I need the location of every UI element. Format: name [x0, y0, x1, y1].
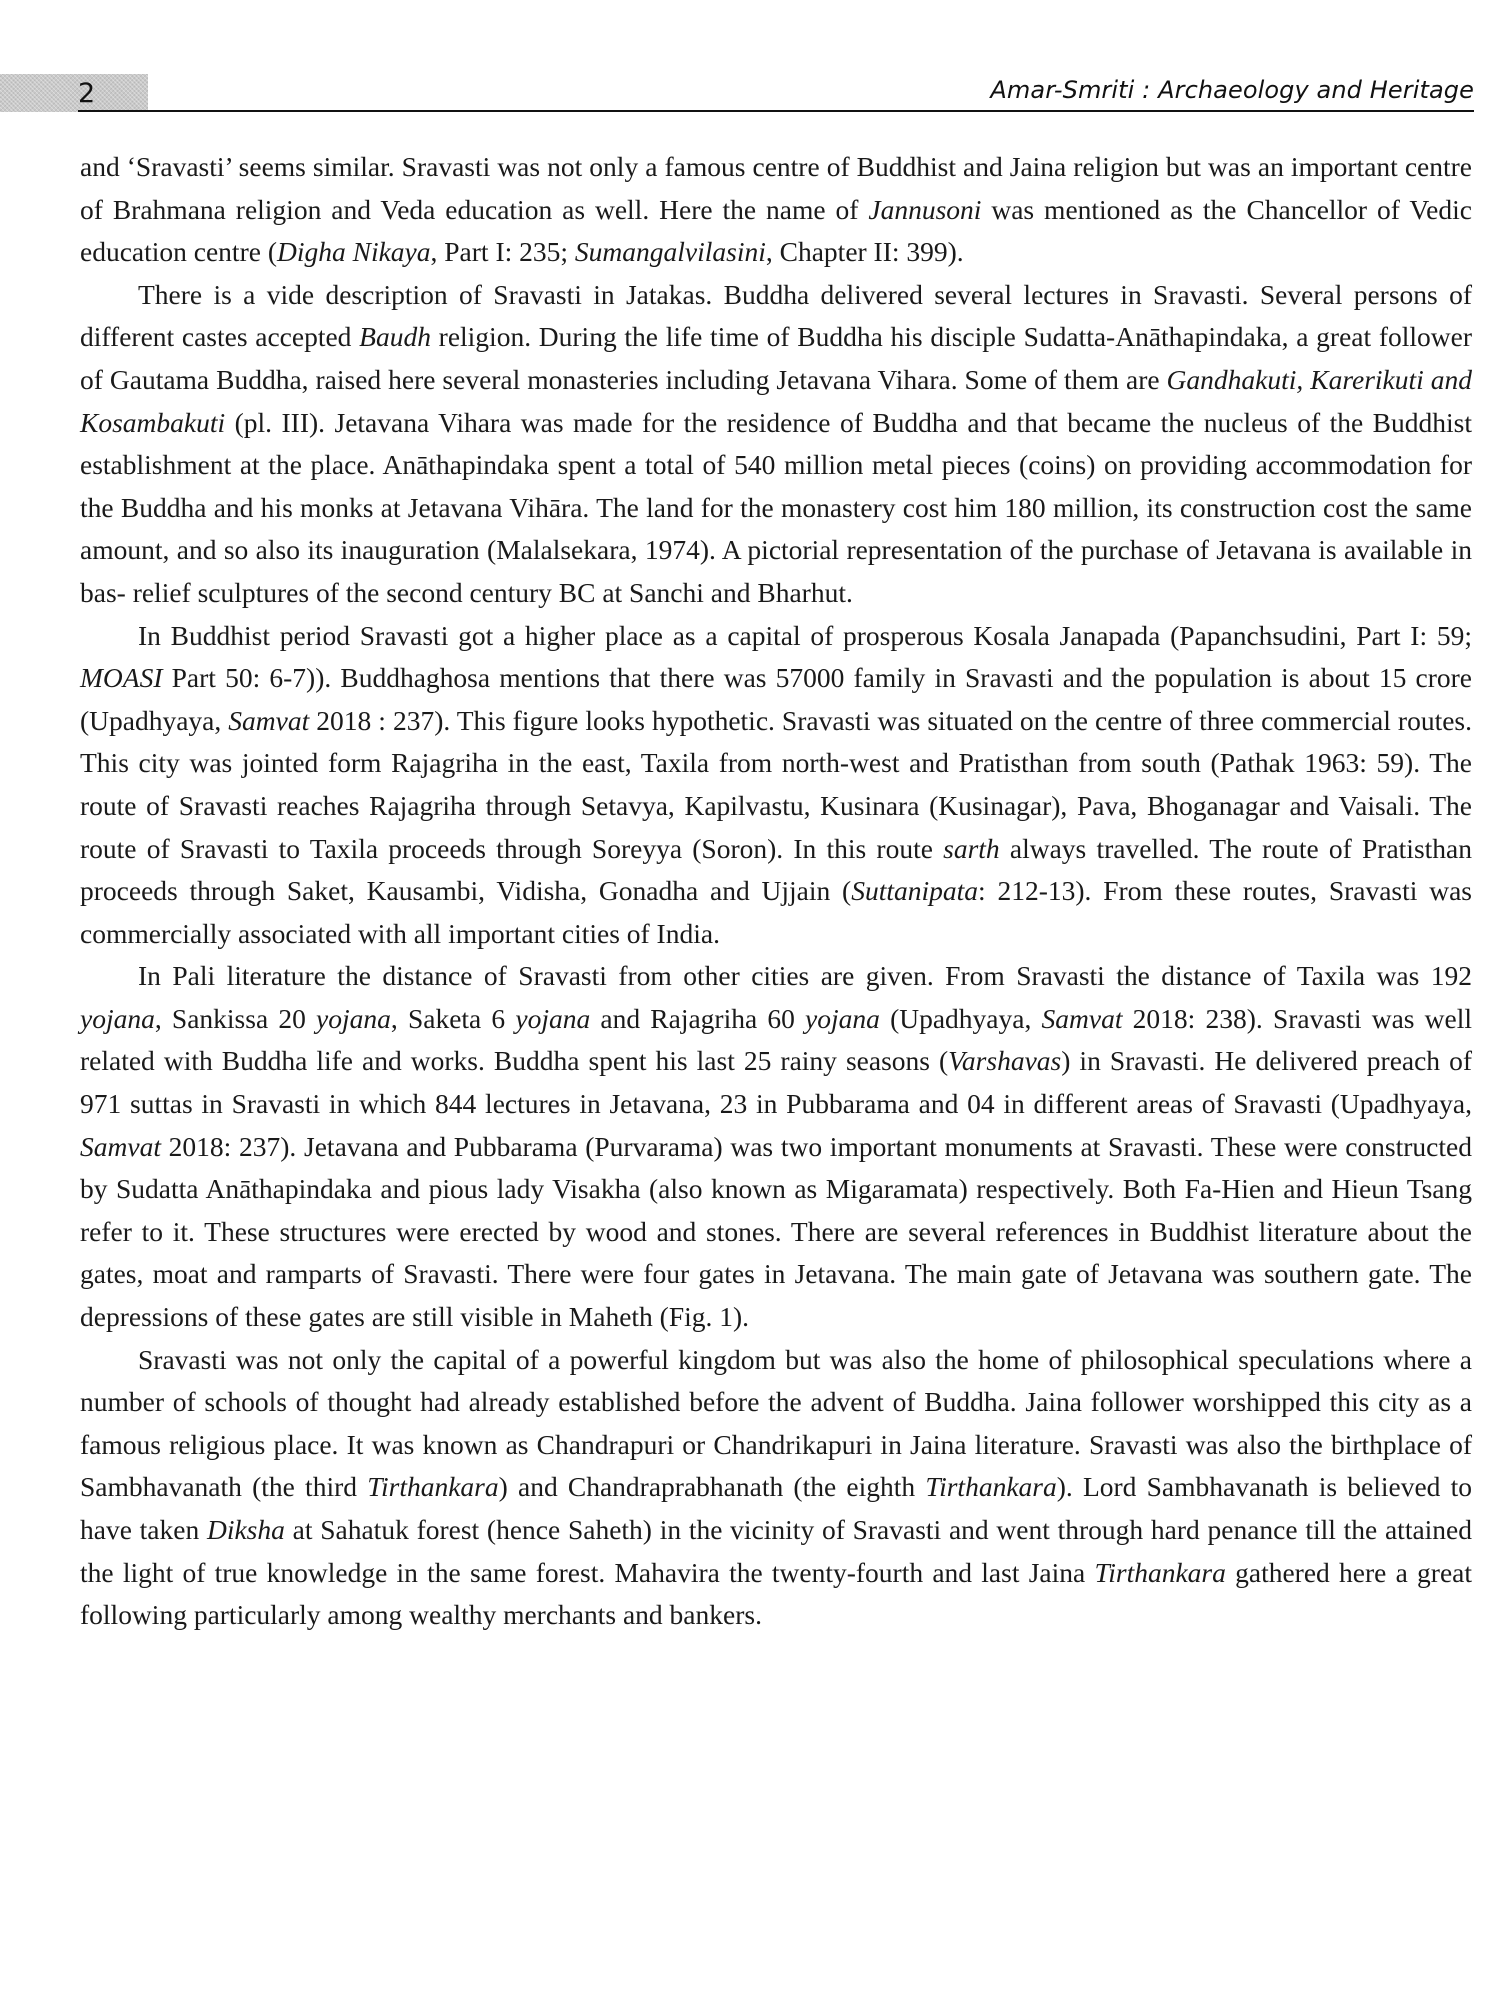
italic-term: Gandhakuti, Karerikuti and Kosambakuti: [80, 363, 1472, 438]
text-run: ). Lord Sambhavanath is believed to have taken: [80, 1471, 1472, 1545]
italic-term: MOASI: [80, 662, 163, 694]
text-run: ) in Sravasti. He delivered preach of 971 suttas in Sravasti in which 844 lectures in Jetavana, 23 in Pubbarama and 04 in different areas of Sravasti (Upadhyaya,: [80, 1045, 1473, 1120]
text-run: at Sahatuk forest (hence Saheth) in the vicinity of Sravasti and went through hard penance till the attained the light of true knowledge in the same forest. Mahavira the twenty-fourth and last Jaina: [80, 1514, 1473, 1588]
italic-term: yojana: [316, 1002, 391, 1034]
italic-term: Samvat: [80, 1130, 161, 1162]
header-divider: [78, 110, 1474, 112]
text-run: always travelled. The route of Pratisthan proceeds through Saket, Kausambi, Vidisha, Gonadha and Ujjain (: [80, 832, 1472, 907]
italic-term: sarth: [943, 832, 1000, 864]
text-run: (pl. III). Jetavana Vihara was made for the residence of Buddha and that became the nucleus of the Buddhist establishment at the place. Anāthapindaka spent a total of 540 million metal pieces (coins) on providing accommodation for the Buddha and his monks at Jetavana Vihāra. The land for the monastery cost him 180 million, its construction cost the same amount, and so also its inauguration (Malalsekara, 1974). A pictorial representation of the purchase of Jetavana is available in bas- relief sculptures of the second century BC at Sanchi and Bharhut.: [80, 406, 1472, 608]
italic-term: yojana: [80, 1002, 155, 1034]
paragraph: [80, 1339, 1472, 1637]
text-run: and ‘Sravasti’ seems similar. Sravasti was not only a famous centre of Buddhist and Jaina religion but was an important centre of Brahmana religion and Veda education as well. Here the name of: [80, 151, 1472, 225]
italic-term: Samvat: [1041, 1002, 1123, 1034]
text-run: ) and Chandraprabhanath (the eighth: [498, 1471, 926, 1503]
running-header: [0, 72, 1500, 114]
text-run: was mentioned as the Chancellor of Vedic education centre (: [80, 193, 1472, 268]
italic-term: Digha Nikaya: [276, 236, 431, 268]
text-run: (Upadhyaya,: [879, 1002, 1042, 1034]
running-title: Amar-Smriti : Archaeology and Heritage: [990, 76, 1474, 104]
text-run: There is a vide description of Sravasti in Jatakas. Buddha delivered several lectures in Sravasti. Several persons of different castes accepted: [80, 278, 1472, 353]
text-run: 2018: 238). Sravasti was well related with Buddha life and works. Buddha spent his last 25 rainy seasons (: [80, 1002, 1473, 1077]
italic-term: Jannusoni: [868, 193, 982, 225]
text-run: 2018 : 237). This figure looks hypothetic. Sravasti was situated on the centre of three commercial routes. This city was jointed form Rajagriha in the east, Taxila from north-west and Pratisthan from south (Pathak 1963: 59). The route of Sravasti reaches Rajagriha through Setavya, Kapilvastu, Kusinara (Kusinagar), Pava, Bhoganagar and Vaisali. The route of Sravasti to Taxila proceeds through Soreyya (Soron). In this route: [80, 704, 1472, 864]
text-run: : 212-13). From these routes, Sravasti was commercially associated with all important cities of India.: [80, 875, 1472, 949]
body-text: [80, 146, 1472, 1637]
text-run: 2018: 237). Jetavana and Pubbarama (Purvarama) was two important monuments at Sravasti. These were constructed by Sudatta Anāthapindaka and pious lady Visakha (also known as Migaramata) respectively. Both Fa-Hien and Hieun Tsang refer to it. These structures were erected by wood and stones. There are several references in Buddhist literature about the gates, moat and ramparts of Sravasti. There were four gates in Jetavana. The main gate of Jetavana was southern gate. The depressions of these gates are still visible in Maheth (Fig. 1).: [80, 1130, 1472, 1333]
text-run: In Pali literature the distance of Sravasti from other cities are given. From Sravasti the distance of Taxila was 192: [138, 960, 1472, 992]
paragraph: [80, 274, 1472, 615]
italic-term: Tirthankara: [1094, 1556, 1226, 1588]
italic-term: Tirthankara: [925, 1471, 1057, 1503]
text-run: religion. During the life time of Buddha his disciple Sudatta-Anāthapindaka, a great follower of Gautama Buddha, raised here several monasteries including Jetavana Vihara. Some of them are: [80, 321, 1473, 395]
paragraph: [80, 955, 1472, 1338]
italic-term: Varshavas: [948, 1045, 1062, 1077]
text-run: , Part I: 235;: [430, 236, 575, 268]
text-run: , Sankissa 20: [154, 1002, 317, 1034]
italic-term: yojana: [805, 1002, 880, 1034]
text-run: Part 50: 6-7)). Buddhaghosa mentions that there was 57000 family in Sravasti and the population is about 15 crore (Upadhyaya,: [80, 662, 1472, 736]
page-number: 2: [78, 78, 96, 109]
italic-term: Sumangalvilasini: [574, 236, 766, 268]
text-run: , Saketa 6: [390, 1002, 516, 1034]
italic-term: Baudh: [359, 321, 431, 353]
text-run: In Buddhist period Sravasti got a higher place as a capital of prosperous Kosala Janapada (Papanchsudini, Part I: 59;: [138, 619, 1472, 651]
paragraph: [80, 146, 1472, 274]
italic-term: Samvat: [228, 704, 310, 736]
italic-term: Suttanipata: [851, 875, 979, 907]
italic-term: yojana: [515, 1002, 591, 1034]
text-run: Sravasti was not only the capital of a powerful kingdom but was also the home of philosophical speculations where a number of schools of thought had already established before the advent of Buddha. Jaina follower worshipped this city as a famous religious place. It was known as Chandrapuri or Chandrikapuri in Jaina literature. Sravasti was also the birthplace of Sambhavanath (the third: [80, 1343, 1472, 1503]
italic-term: Diksha: [206, 1514, 285, 1545]
text-run: , Chapter II: 399).: [765, 236, 964, 268]
paragraph: [80, 615, 1472, 956]
text-run: gathered here a great following particularly among wealthy merchants and bankers.: [80, 1556, 1472, 1631]
italic-term: Tirthankara: [367, 1471, 499, 1503]
text-run: and Rajagriha 60: [590, 1002, 806, 1034]
page-number-tab: [0, 74, 148, 112]
